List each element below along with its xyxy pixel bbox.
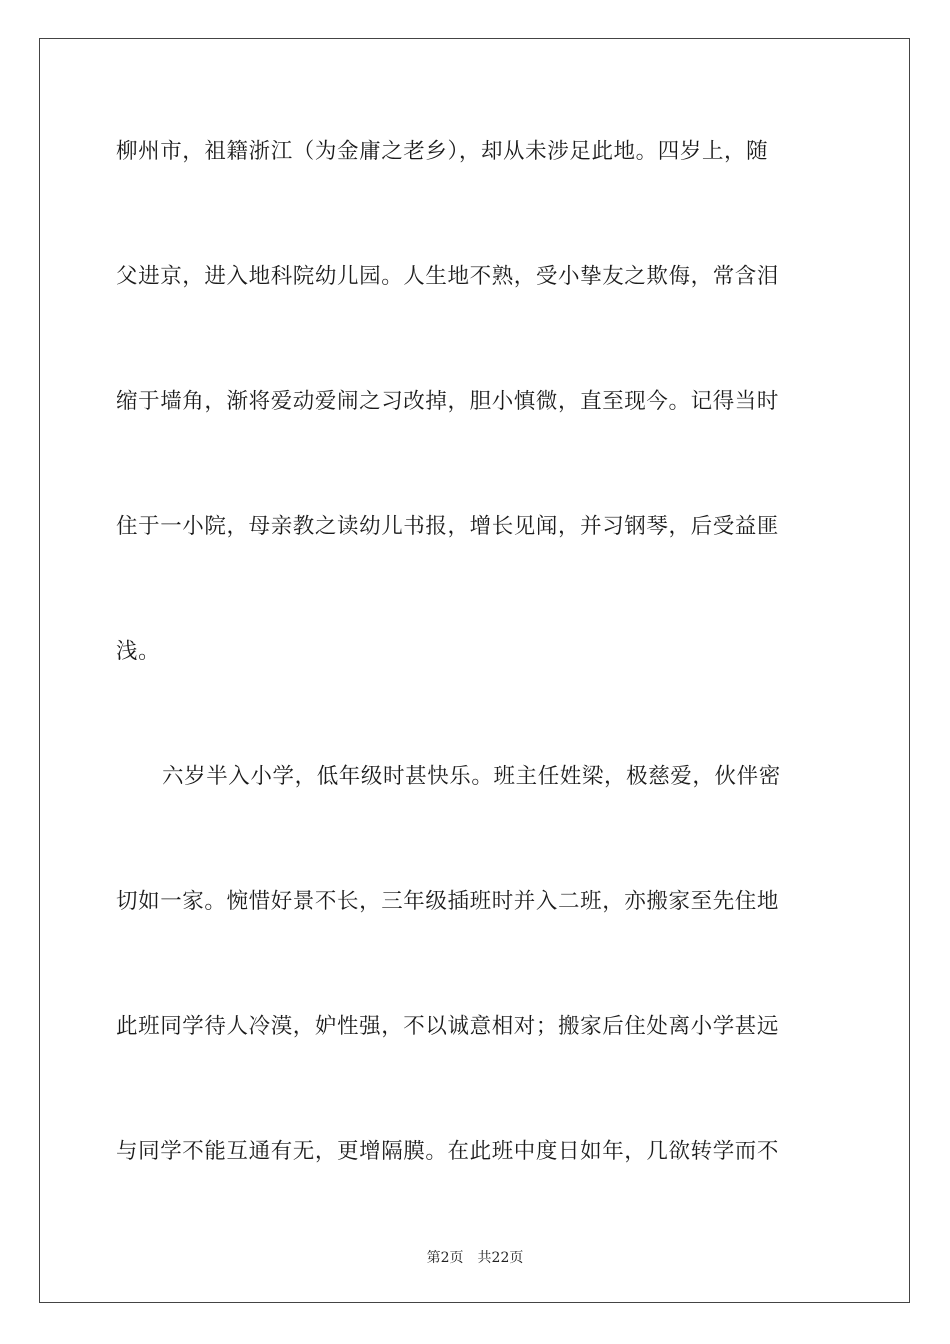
text-line: 此班同学待人冷漠，妒性强，不以诚意相对；搬家后住处离小学甚远: [116, 1014, 780, 1039]
page-footer: [0, 1247, 950, 1267]
text-line: 父进京，进入地科院幼儿园。人生地不熟，受小挚友之欺侮，常含泪: [116, 264, 780, 289]
text-line: 缩于墙角，渐将爱动爱闹之习改掉，胆小慎微，直至现今。记得当时: [116, 389, 780, 414]
text-line: 浅。: [116, 639, 161, 664]
page-border: [39, 38, 910, 1303]
text-line: 住于一小院，母亲教之读幼儿书报，增长见闻，并习钢琴，后受益匪: [116, 514, 780, 539]
page-number: 第2页: [426, 1250, 464, 1266]
text-line: 柳州市，祖籍浙江（为金庸之老乡），却从未涉足此地。四岁上，随: [116, 139, 769, 164]
paragraph-first-line: 六岁半入小学，低年级时甚快乐。班主任姓梁，极慈爱，伙伴密: [162, 764, 781, 789]
page-total: 共22页: [477, 1250, 524, 1266]
text-line: 与同学不能互通有无，更增隔膜。在此班中度日如年，几欲转学而不: [116, 1139, 780, 1164]
text-line: 切如一家。惋惜好景不长，三年级插班时并入二班，亦搬家至先住地: [116, 889, 780, 914]
